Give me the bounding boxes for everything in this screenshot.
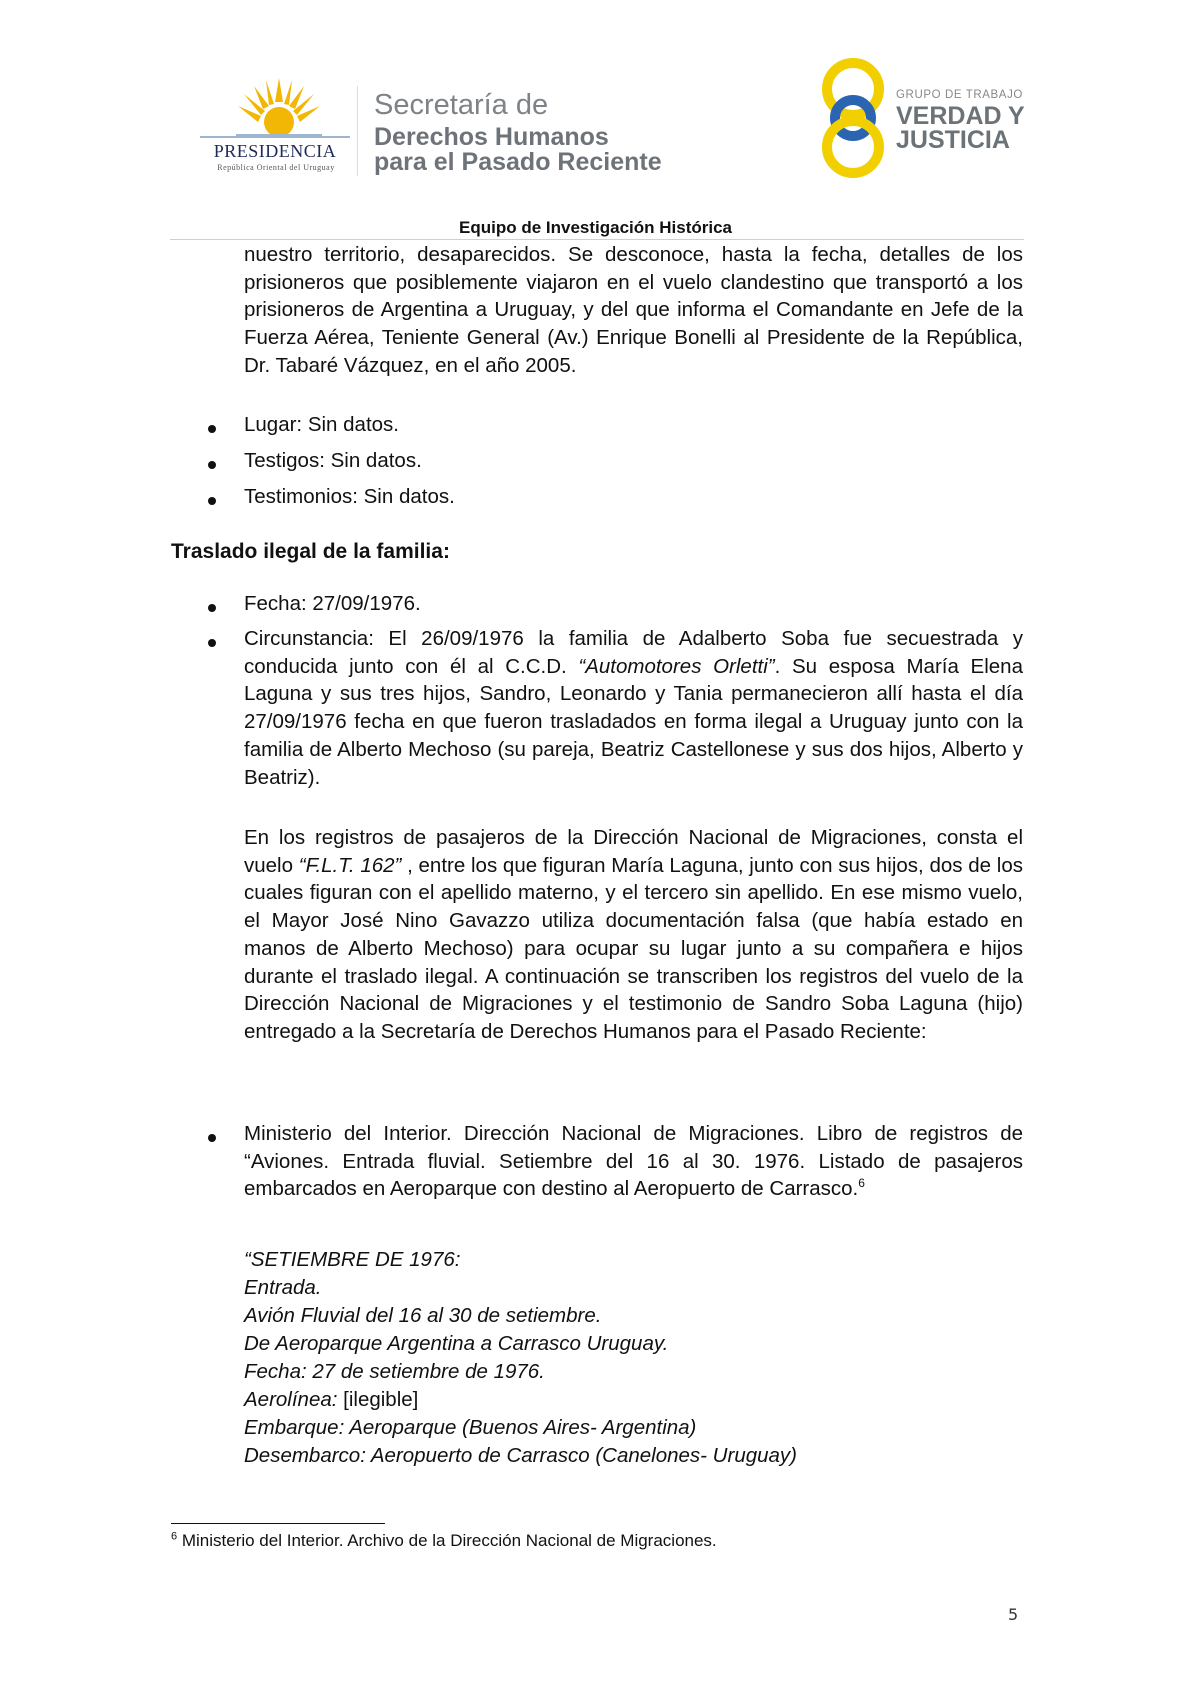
bullet-icon [208,497,216,505]
bullet-icon [208,604,216,612]
logo-rule [200,136,350,138]
aerolinea-label: Aerolínea: [244,1388,338,1411]
bullet-icon [208,461,216,469]
page-number: 5 [1008,1605,1019,1624]
secretaria-line-2: Derechos Humanos [374,123,609,151]
registros-text-1: En los registros de pasajeros de la Dirección Nacional de Migraciones, consta el vuelo [244,826,1023,877]
footnote-ref[interactable]: 6 [858,1176,865,1191]
circunstancia-text-1: Circunstancia: El 26/09/1976 la familia de Adalberto Soba fue secuestrada y conducida junto con él al C.C.D. [244,627,1023,678]
header-rule [170,239,1024,240]
presidencia-subtitle: República Oriental del Uruguay [217,163,335,172]
bullet-testigos: Testigos: Sin datos. [244,449,422,472]
vj-title-line-1: VERDAD Y [896,102,1025,130]
presidencia-title: PRESIDENCIA [213,141,337,161]
quote-line-1: “SETIEMBRE DE 1976: [244,1248,461,1271]
quote-line-6 [244,1388,418,1412]
footnote-rule [171,1523,385,1524]
quote-line-8: Desembarco: Aeropuerto de Carrasco (Canelones- Uruguay) [244,1444,797,1467]
footnote [171,1531,717,1551]
secretaria-line-1: Secretaría de [374,89,549,121]
page-header [0,0,1191,240]
intro-paragraph: nuestro territorio, desaparecidos. Se desconoce, hasta la fecha, detalles de los prisioneros que posiblemente viajaron en el vuelo clandestino que transportó a los prisioneros de Argentina a Uruguay, y del que informa el Comandante en Jefe de la Fuerza Aérea, Teniente General (Av.) Enrique Bonelli al Presidente de la República, Dr. Tabaré Vázquez, en el año 2005. [244,243,1023,377]
vj-title-line-2: JUSTICIA [896,126,1010,154]
circunstancia-paragraph [244,625,1023,791]
verdad-justicia-logo-icon [820,56,886,180]
vj-subtitle: GRUPO DE TRABAJO [896,89,1023,101]
bullet-icon [208,425,216,433]
registros-text-2: , entre los que figuran María Laguna, junto con sus hijos, dos de los cuales figuran con el apellido materno, y el tercero sin apellido. En ese mismo vuelo, el Mayor José Nino Gavazzo utiliza documentación falsa (que había estado en manos de Alberto Mechoso) para ocupar su lugar junto a su compañera e hijos durante el traslado ilegal. A continuación se transcriben los registros del vuelo de la Dirección Nacional de Migraciones y el testimonio de Sandro Soba Laguna (hijo) entregado a la Secretaría de Derechos Humanos para el Pasado Reciente: [244,853,1023,1043]
quote-line-3: Avión Fluvial del 16 al 30 de setiembre. [244,1304,602,1327]
footnote-text: Ministerio del Interior. Archivo de la Dirección Nacional de Migraciones. [177,1531,717,1550]
flight-emphasis: “F.L.T. 162” [298,853,402,877]
orletti-emphasis: “Automotores Orletti” [578,654,775,678]
quote-line-7: Embarque: Aeroparque (Buenos Aires- Argentina) [244,1416,697,1439]
ministerio-text: Ministerio del Interior. Dirección Nacional de Migraciones. Libro de registros de “Aviones. Entrada fluvial. Setiembre del 16 al 30. 1976. Listado de pasajeros embarcados en Aeroparque con destino al Aeropuerto de Carrasco. [244,1122,1023,1201]
quote-line-4: De Aeroparque Argentina a Carrasco Uruguay. [244,1332,669,1355]
footnote-number: 6 [171,1530,178,1543]
team-title: Equipo de Investigación Histórica [459,218,732,237]
quote-line-5: Fecha: 27 de setiembre de 1976. [244,1360,545,1383]
quote-line-2: Entrada. [244,1276,322,1299]
bullet-lugar: Lugar: Sin datos. [244,413,399,436]
secretaria-line-3: para el Pasado Reciente [374,148,662,176]
aerolinea-value: [ilegible] [337,1388,419,1411]
bullet-icon [208,639,216,647]
ministerio-paragraph [244,1120,1023,1203]
bullet-testimonios: Testimonios: Sin datos. [244,485,455,508]
circunstancia-text-2: . Su esposa María Elena Laguna y sus tres hijos, Sandro, Leonardo y Tania permanecieron allí hasta el día 27/09/1976 fecha en que fueron trasladados en forma ilegal a Uruguay junto con la familia de Alberto Mechoso (su pareja, Beatriz Castellonese y sus dos hijos, Alberto y Beatriz). [244,654,1023,789]
registros-paragraph [244,824,1023,1046]
section-heading: Traslado ilegal de la familia: [171,540,450,563]
bullet-fecha: Fecha: 27/09/1976. [244,592,421,615]
logo-divider [357,86,358,176]
sun-logo-icon [236,78,322,140]
bullet-icon [208,1134,216,1142]
